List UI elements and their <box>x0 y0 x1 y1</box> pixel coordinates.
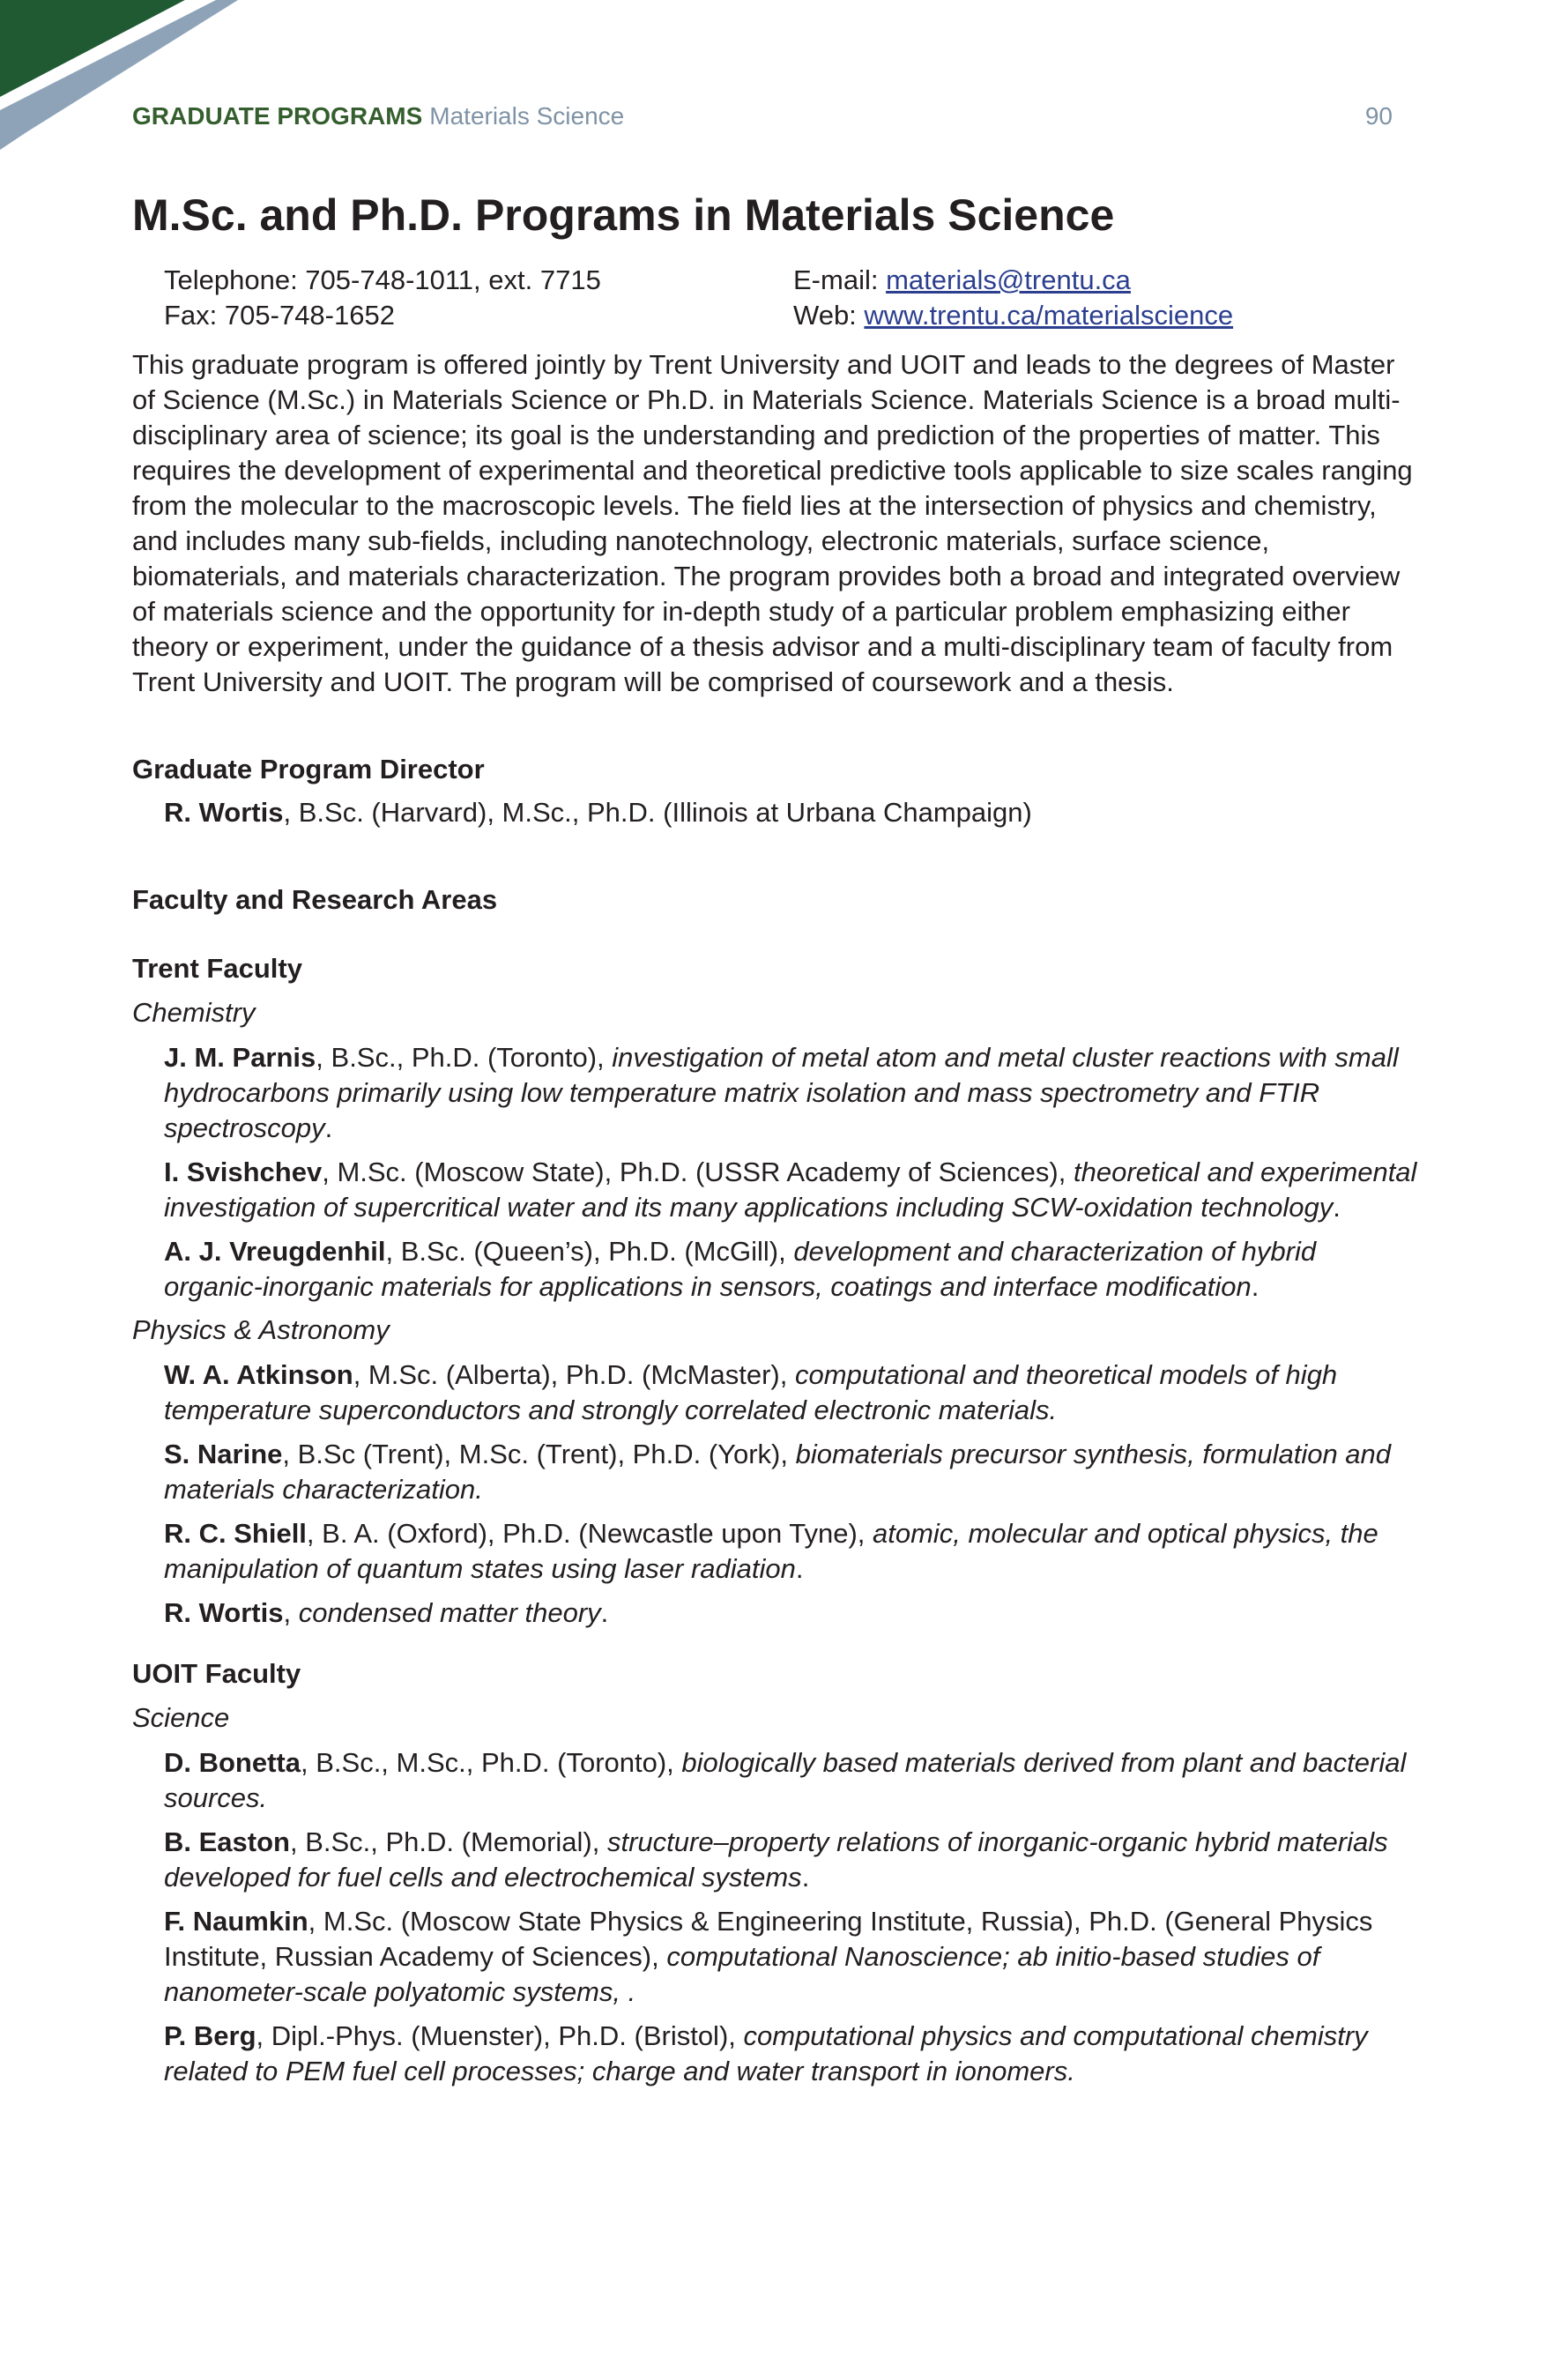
dept-physics-astronomy: Physics & Astronomy <box>132 1314 390 1345</box>
web-label: Web: <box>793 300 865 331</box>
email-label: E-mail: <box>793 264 887 295</box>
director-name: R. Wortis <box>164 797 284 828</box>
faculty-entry-end: . <box>1333 1192 1341 1223</box>
page-number: 90 <box>1364 102 1393 130</box>
faculty-entry <box>164 1155 1419 1225</box>
fax: Fax: 705-748-1652 <box>164 300 395 331</box>
faculty-research: biologically based materials derived from plant and bacterial sources. <box>164 1747 1407 1813</box>
dept-chemistry: Chemistry <box>132 997 256 1028</box>
faculty-research: biomaterials precursor synthesis, formulation and materials characterization. <box>164 1439 1392 1505</box>
page-content <box>132 185 1419 2089</box>
faculty-name: A. J. Vreugdenhil <box>164 1236 386 1267</box>
faculty-research: condensed matter theory <box>298 1597 601 1628</box>
faculty-entry-end: . <box>324 1112 333 1143</box>
faculty-name: J. M. Parnis <box>164 1042 316 1073</box>
running-header <box>132 99 1393 134</box>
faculty-research: atomic, molecular and optical physics, the manipulation of quantum states using laser radiation <box>164 1518 1378 1584</box>
faculty-heading: Faculty and Research Areas <box>132 884 498 915</box>
director-heading: Graduate Program Director <box>132 754 485 785</box>
faculty-entry <box>164 1234 1419 1305</box>
faculty-credentials: , B.Sc., Ph.D. (Toronto), <box>316 1042 613 1073</box>
faculty-credentials: , B.Sc (Trent), M.Sc. (Trent), Ph.D. (York), <box>282 1439 796 1469</box>
faculty-credentials: , B. A. (Oxford), Ph.D. (Newcastle upon Tyne), <box>306 1518 873 1549</box>
faculty-entry <box>164 1437 1419 1507</box>
faculty-entry <box>164 1357 1419 1428</box>
dept-science: Science <box>132 1702 230 1733</box>
faculty-entry <box>164 1595 1419 1631</box>
faculty-name: W. A. Atkinson <box>164 1359 353 1390</box>
faculty-name: R. C. Shiell <box>164 1518 307 1549</box>
faculty-entry-end: . <box>795 1553 804 1584</box>
faculty-name: P. Berg <box>164 2020 256 2051</box>
faculty-name: S. Narine <box>164 1439 283 1469</box>
director-details: , B.Sc. (Harvard), M.Sc., Ph.D. (Illinois at Urbana Champaign) <box>283 797 1032 828</box>
telephone: Telephone: 705-748-1011, ext. 7715 <box>164 264 601 295</box>
faculty-credentials: , <box>283 1597 299 1628</box>
contact-block <box>164 263 1419 333</box>
faculty-entry <box>164 1825 1419 1895</box>
faculty-entry <box>164 1516 1419 1587</box>
faculty-entry-end: . <box>1251 1271 1259 1302</box>
email-line <box>793 263 1410 298</box>
faculty-credentials: , M.Sc. (Moscow State), Ph.D. (USSR Academy of Sciences), <box>322 1157 1074 1187</box>
science-list <box>132 1745 1419 2089</box>
trent-faculty-heading: Trent Faculty <box>132 953 302 984</box>
email-link[interactable]: materials@trentu.ca <box>886 264 1131 295</box>
running-header-topic: Materials Science <box>429 102 625 130</box>
faculty-credentials: , M.Sc. (Alberta), Ph.D. (McMaster), <box>353 1359 795 1390</box>
faculty-entry-end: . <box>600 1597 609 1628</box>
faculty-credentials: , M.Sc. (Moscow State Physics & Engineering Institute, Russia), Ph.D. (General Physics Institute, Russian Academy of Sciences), <box>164 1906 1373 1972</box>
faculty-entry <box>164 1745 1419 1816</box>
physics-list <box>132 1357 1419 1631</box>
faculty-research: structure–property relations of inorganic-organic hybrid materials developed for fuel cells and electrochemical systems <box>164 1826 1388 1893</box>
faculty-entry <box>164 2019 1419 2089</box>
faculty-name: I. Svishchev <box>164 1157 323 1187</box>
faculty-credentials: , B.Sc., M.Sc., Ph.D. (Toronto), <box>301 1747 682 1778</box>
corner-decoration <box>0 0 291 167</box>
faculty-credentials: , Dipl.-Phys. (Muenster), Ph.D. (Bristol), <box>256 2020 744 2051</box>
faculty-name: R. Wortis <box>164 1597 284 1628</box>
faculty-research: computational physics and computational chemistry related to PEM fuel cell processes; charge and water transport in ionomers. <box>164 2020 1368 2086</box>
faculty-entry <box>164 1040 1419 1146</box>
uoit-faculty-heading: UOIT Faculty <box>132 1658 301 1689</box>
faculty-name: B. Easton <box>164 1826 290 1857</box>
faculty-entry <box>164 1904 1419 2010</box>
web-line <box>793 298 1410 333</box>
faculty-research: investigation of metal atom and metal cluster reactions with small hydrocarbons primarily using low temperature matrix isolation and mass spectrometry and FTIR spectroscopy <box>164 1042 1399 1143</box>
faculty-research: theoretical and experimental investigation of supercritical water and its many applications including SCW-oxidation technology <box>164 1157 1417 1223</box>
faculty-research: development and characterization of hybrid organic-inorganic materials for applications in sensors, coatings and interface modification <box>164 1236 1317 1302</box>
faculty-name: F. Naumkin <box>164 1906 308 1937</box>
faculty-research: computational and theoretical models of high temperature superconductors and strongly correlated electronic materials. <box>164 1359 1338 1425</box>
running-header-section: GRADUATE PROGRAMS <box>132 102 423 130</box>
faculty-credentials: , B.Sc., Ph.D. (Memorial), <box>289 1826 607 1857</box>
intro-paragraph: This graduate program is offered jointly by Trent University and UOIT and leads to the degrees of Master of Science (M.Sc.) in Materials Science or Ph.D. in Materials Science. Materials Science is a broad multi-disciplinary area of science; its goal is the understanding and prediction of the properties of matter. This requires the development of experimental and theoretical predictive tools applicable to size scales ranging from the molecular to the macroscopic levels. The field lies at the intersection of physics and chemistry, and includes many sub-fields, including nanotechnology, electronic materials, surface science, biomaterials, and materials characterization. The program provides both a broad and integrated overview of materials science and the opportunity for in-depth study of a particular problem emphasizing either theory or experiment, under the guidance of a thesis advisor and a multi-disciplinary team of faculty from Trent University and UOIT. The program will be comprised of coursework and a thesis. <box>132 349 1413 697</box>
web-link[interactable]: www.trentu.ca/materialscience <box>864 300 1234 331</box>
chemistry-list <box>132 1040 1419 1305</box>
faculty-entry-end: . <box>801 1862 810 1893</box>
director-entry <box>164 795 1419 830</box>
faculty-credentials: , B.Sc. (Queen’s), Ph.D. (McGill), <box>385 1236 794 1267</box>
page-title: M.Sc. and Ph.D. Programs in Materials Science <box>132 190 1115 240</box>
faculty-research: computational Nanoscience; ab initio-based studies of nanometer-scale polyatomic systems, . <box>164 1941 1320 2007</box>
faculty-name: D. Bonetta <box>164 1747 301 1778</box>
